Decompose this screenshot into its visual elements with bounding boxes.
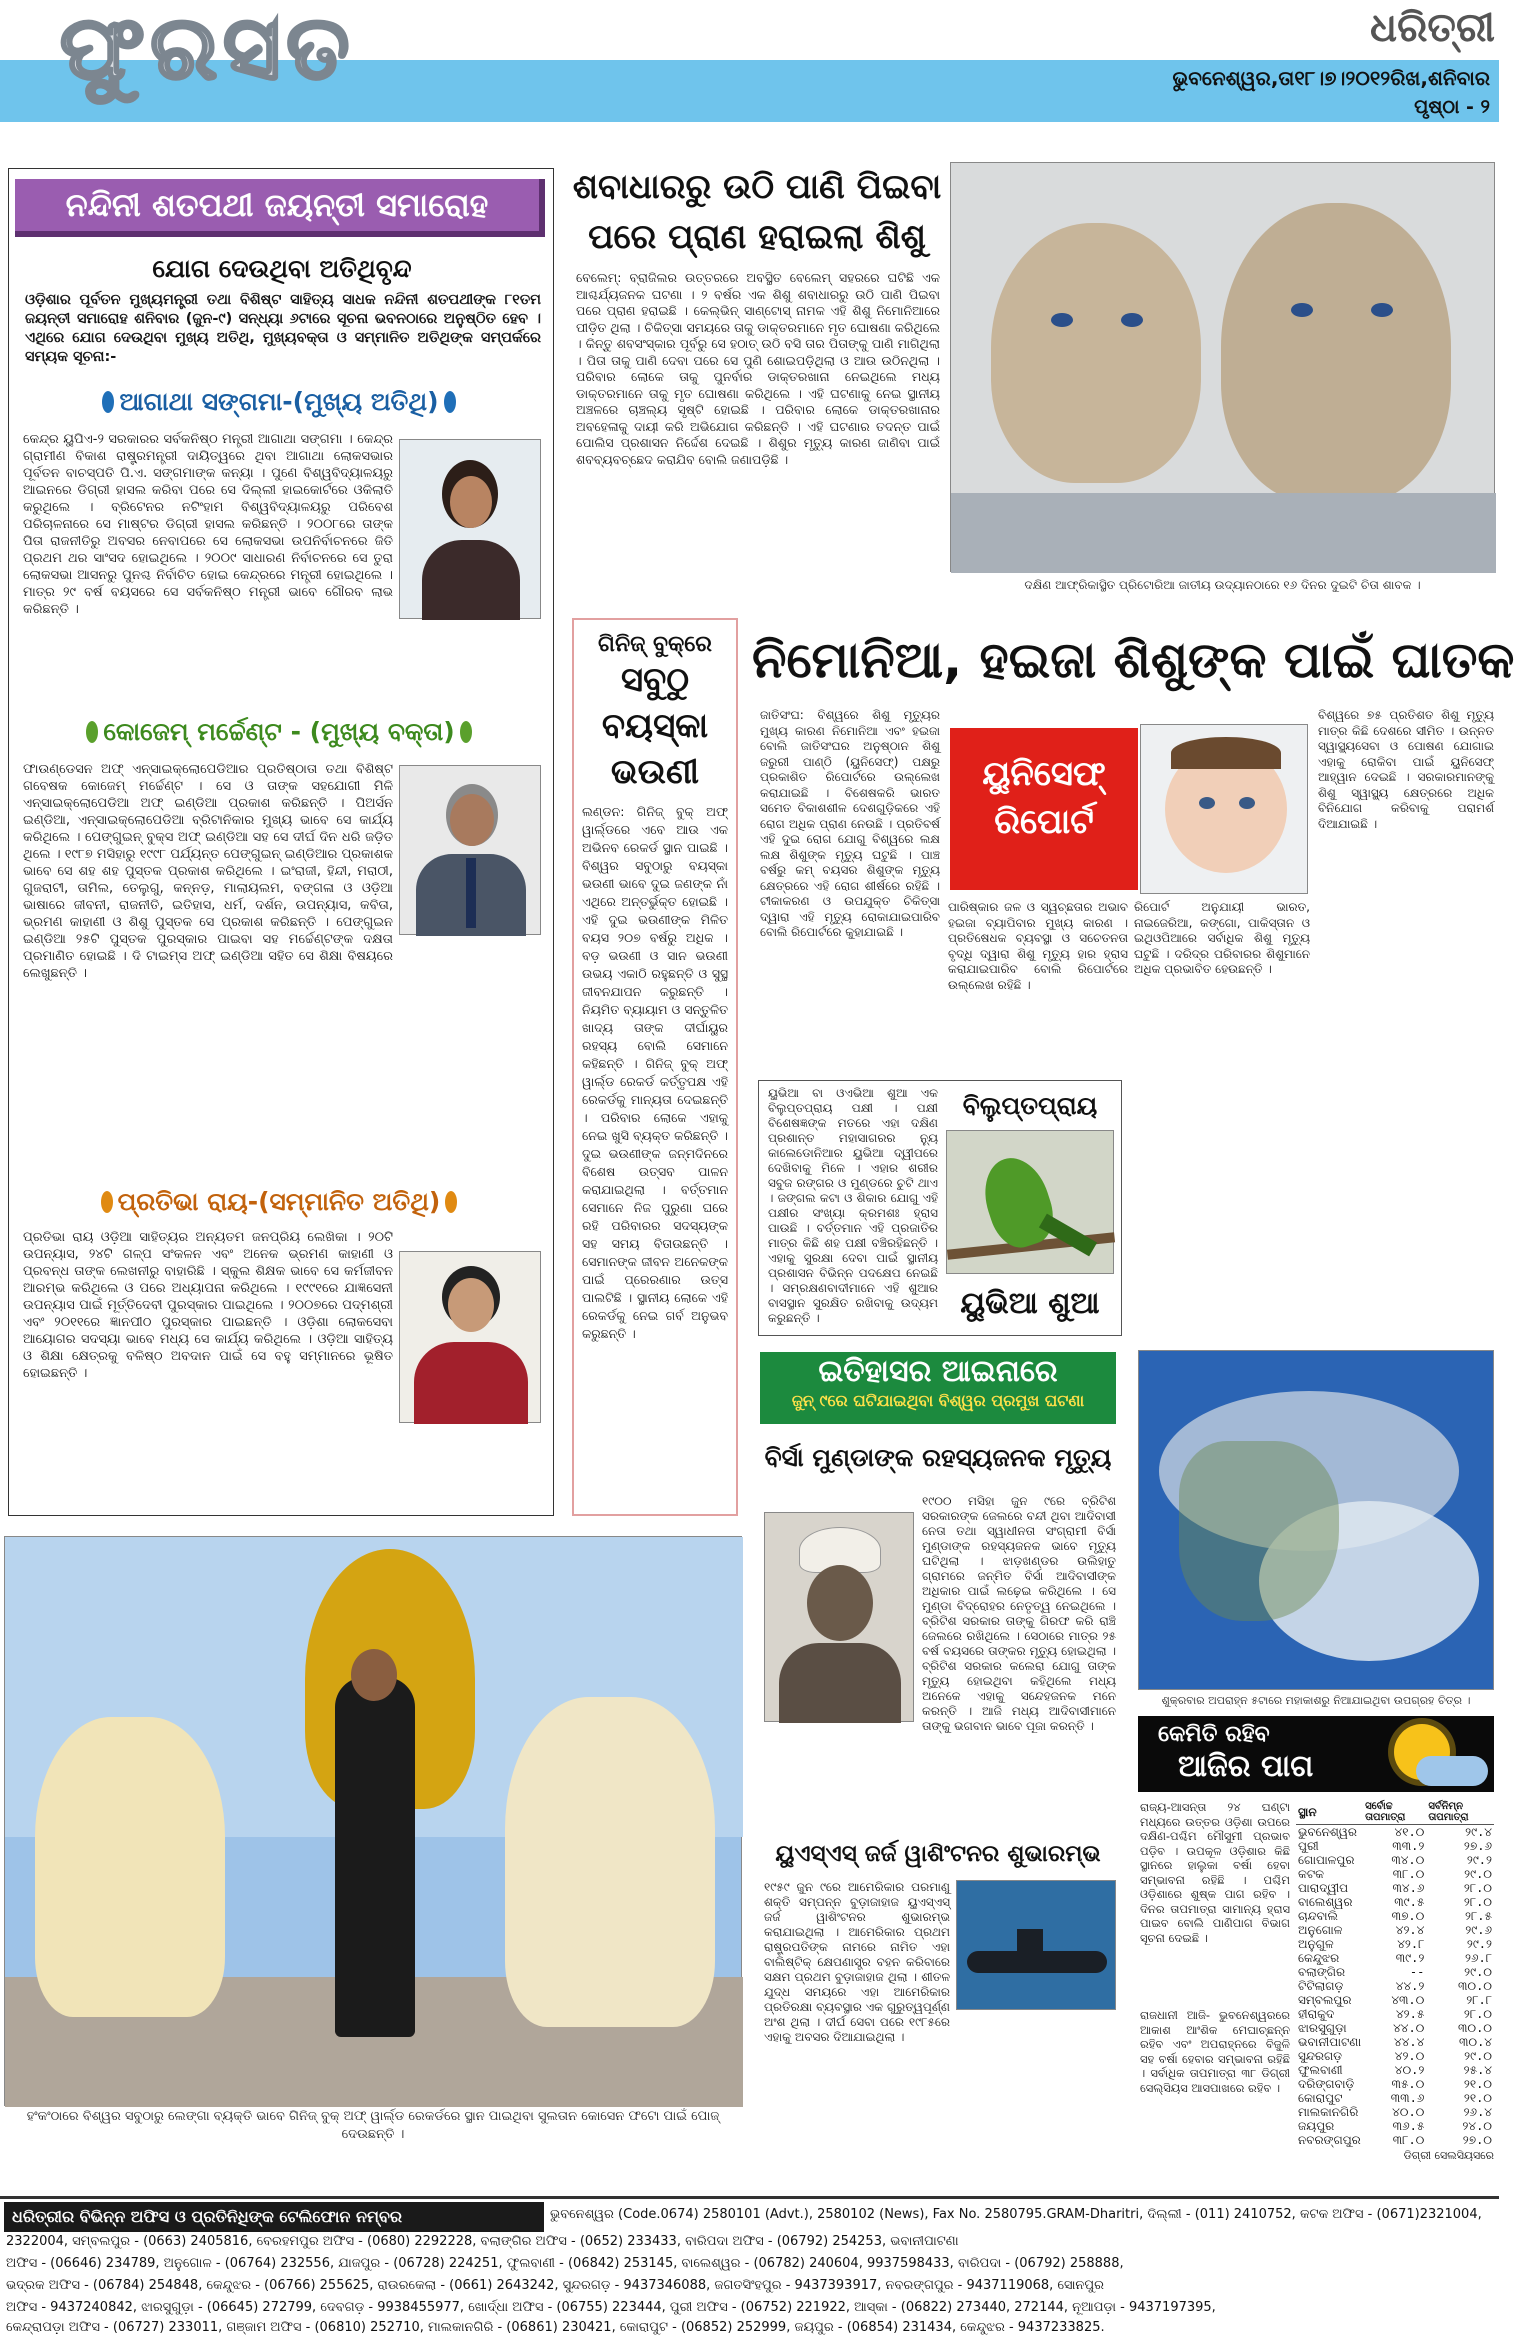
footer-rule — [0, 2196, 1499, 2199]
pneumonia-text-d: ବିଶ୍ୱରେ ୭୫ ପ୍ରତିଶତ ଶିଶୁ ମୃତ୍ୟୁ ମାତ୍ର କିଛି ଦେଶରେ ସୀମିତ । ଉନ୍ନତ ସ୍ୱାସ୍ଥ୍ୟସେବା ଓ ପୋଷଣ ଯୋଗାଇ ଏହାକୁ ରୋକିବା ପାଇଁ ୟୁନିସେଫ୍ ଆହ୍ୱାନ ଦେଇଛି । ସରକାରମାନଙ୍କୁ ଶିଶୁ ସ୍ୱାସ୍ଥ୍ୟ କ୍ଷେତ୍ରରେ ଅଧିକ ବିନିଯୋଗ କରିବାକୁ ପରାମର୍ଶ ଦିଆଯାଇଛି । — [1318, 708, 1494, 831]
temp-min: ୨୬.୪ — [1463, 2105, 1492, 2119]
masthead — [0, 0, 1499, 135]
cloud-icon — [1416, 1756, 1488, 1786]
temperature-row — [1296, 2035, 1494, 2049]
guest1-heading — [69, 387, 489, 421]
temperature-row — [1296, 1881, 1494, 1895]
guest2-text-cont — [23, 881, 541, 1149]
temperature-row — [1296, 1993, 1494, 2007]
footer-line4: ଭଦ୍ରକ ଅଫିସ - (06784) 254848, କେନ୍ଦୁଝର - (06766) 255625, ରାଉରକେଲା - (0661) 2643242, ସୁନ୍ଦରଗଡ଼ - 9437346088, ଜଗତସିଂହପୁର - 9437393917, ନବରଙ୍ଗପୁର - 9437119068, ସୋନପୁର — [6, 2278, 1104, 2293]
parrot-photo — [946, 1130, 1114, 1274]
itihasa-banner — [760, 1352, 1116, 1424]
guest2-text: ଫାଉଣ୍ଡେସନ ଅଫ୍ ଏନ୍ସାଇକ୍ଲୋପେଡିଆର ପ୍ରତିଷ୍ଠାତା ତଥା ବିଶିଷ୍ଟ ଗବେଷକ କୋଜେମ୍ ମର୍ଚ୍ଚେଣ୍ଟ । ସେ ଓ ତାଙ୍କ ସହଯୋଗୀ ମିଳି ଏନ୍ସାଇକ୍ଲୋପେଡିଆ ଅଫ୍ ଇଣ୍ଡିଆ ପ୍ରକାଶ କରିଛନ୍ତି । ପିଅର୍ସନ ଇଣ୍ଡିଆ, ଏନ୍ସାଇକ୍ଲୋପେଡିଆ ବ୍ରିଟାନିକାର ମୁଖ୍ୟ ଭାବେ ସେ କାର୍ଯ୍ୟ କରିଥିଲେ । ପେଙ୍ଗୁଇନ୍ ବୁକ୍ସ ଅଫ୍ ଇଣ୍ଡିଆ ସହ ସେ ଦୀର୍ଘ ଦିନ ଧରି ଜଡ଼ିତ ଥିଲେ । ୧୯୮୭ ମସିହାରୁ ୧୯୯୮ ପର୍ଯ୍ୟନ୍ତ ପେଙ୍ଗୁଇନ୍ ଇଣ୍ଡିଆର ପ୍ରକାଶକ ଭାବେ ସେ ଶହ ଶହ ପୁସ୍ତକ ପ୍ରକାଶ କରିଥିଲେ । ଇଂରାଜୀ, ହିନ୍ଦୀ, ମରାଠୀ, ଗୁଜରାଟୀ, ତାମିଲ, ତେଲୁଗୁ, କନ୍ନଡ଼, ମାଲାୟଲମ, ବଙ୍ଗଳା ଓ ଓଡ଼ିଆ ଭାଷାରେ ଜୀବନୀ, ରାଜନୀତି, ଇତିହାସ, ଧର୍ମ, ଦର୍ଶନ, ଉପନ୍ୟାସ, କବିତା, ଭ୍ରମଣ କାହାଣୀ ଓ ଶିଶୁ ପୁସ୍ତକ ସେ ପ୍ରକାଶ କରିଛନ୍ତି । ପେଙ୍ଗୁଇନ ଇଣ୍ଡିଆ ୨୫ଟି ପୁସ୍ତକ ପୁରସ୍କାର ପାଇବା ସହ ମର୍ଚ୍ଚେଣ୍ଟଙ୍କ ଦକ୍ଷତା ପ୍ରମାଣିତ ହୋଇଛି । ଦି ଟାଇମ୍ସ ଅଫ୍ ଇଣ୍ଡିଆ ସହିତ ସେ ଶିକ୍ଷା ବିଷୟରେ ଲେଖୁଛନ୍ତି । — [23, 762, 393, 981]
temperature-table — [1296, 1800, 1494, 2147]
temp-max: ୩୬.୫ — [1392, 2119, 1425, 2133]
temperature-row — [1296, 1951, 1494, 1965]
cheetah-caption: ଦକ୍ଷିଣ ଆଫ୍ରିକାସ୍ଥିତ ପ୍ରିଟୋରିଆ ଜାତୀୟ ଉଦ୍ୟାନଠାରେ ୧୬ ଦିନର ଦୁଇଟି ଚିତା ଶାବକ । — [1024, 578, 1421, 592]
bullet-icon — [102, 391, 114, 413]
portrait-face — [448, 1278, 494, 1332]
temp-max: ୪୦.୦ — [1392, 2105, 1425, 2119]
temp-max: ୪୨.୦ — [1394, 2049, 1425, 2063]
parrot-headline: ବିଲୁପ୍ତପ୍ରାୟ — [962, 1091, 1098, 1120]
submarine-photo — [956, 1880, 1116, 2010]
unicef-badge-line1: ୟୁନିସେଫ୍ — [982, 754, 1106, 794]
birsa-text: ୧୯୦୦ ମସିହା ଜୁନ ୯ରେ ବ୍ରିଟିଶ ସରକାରଙ୍କ ଜେଲରେ ବନ୍ଦୀ ଥିବା ଆଦିବାସୀ ନେତା ତଥା ସ୍ୱାଧୀନତା ସଂଗ୍ରାମୀ ବିର୍ସା ମୁଣ୍ଡାଙ୍କ ରହସ୍ୟଜନକ ଭାବେ ମୃତ୍ୟୁ ଘଟିଥିଲା । ଝାଡ଼ଖଣ୍ଡର ଉଲିହାତୁ ଗ୍ରାମରେ ଜନ୍ମିତ ବିର୍ସା ଆଦିବାସୀଙ୍କ ଅଧିକାର ପାଇଁ ଲଢ଼େଇ କରିଥିଲେ । ସେ ମୁଣ୍ଡା ବିଦ୍ରୋହର ନେତୃତ୍ୱ ନେଇଥିଲେ । ବ୍ରିଟିଶ ସରକାର ତାଙ୍କୁ ଗିରଫ କରି ରାଞ୍ଚି ଜେଲରେ ରଖିଥିଲେ । ସେଠାରେ ମାତ୍ର ୨୫ ବର୍ଷ ବୟସରେ ତାଙ୍କର ମୃତ୍ୟୁ ହୋଇଥିଲା । ବ୍ରିଟିଶ ସରକାର କଲେରା ଯୋଗୁ ତାଙ୍କ ମୃତ୍ୟୁ ହୋଇଥିବା କହିଥିଲେ ମଧ୍ୟ ଅନେକେ ଏହାକୁ ସନ୍ଦେହଜନକ ମନେ କରନ୍ତି । ଆଜି ମଧ୍ୟ ଆଦିବାସୀମାନେ ତାଙ୍କୁ ଭଗବାନ ଭାବେ ପୂଜା କରନ୍ତି । — [922, 1494, 1116, 1733]
temp-max: ୪୨.୫ — [1395, 2007, 1425, 2021]
uss-text-2 — [956, 2016, 1116, 2140]
satellite-photo — [1138, 1350, 1494, 1690]
th-place: ସ୍ଥାନ — [1296, 1800, 1363, 1825]
shaba-headline: ଶବାଧାରରୁ ଉଠି ପାଣି ପିଇବା ପରେ ପ୍ରାଣ ହରାଇଲା ଶିଶୁ — [572, 167, 942, 257]
lion-caption: ହଂକଂଠାରେ ବିଶ୍ୱର ସବୁଠାରୁ ଲେଙ୍ଗା ବ୍ୟକ୍ତି ଭାବେ ଗିନିଜ୍ ବୁକ୍ ଅଫ୍ ୱାର୍ଲ୍ଡ ରେକର୍ଡରେ ସ୍ଥାନ ପାଇଥିବା ସୁଲତାନ କୋସେନ ଫଟୋ ପାଇଁ ପୋଜ୍ ଦେଉଛନ୍ତି । — [26, 2109, 720, 2142]
bullet-icon — [86, 721, 98, 743]
nandini-banner — [15, 179, 545, 237]
baby-photo — [1140, 724, 1308, 894]
temp-min: ୨୯.୦ — [1464, 2049, 1492, 2063]
temperature-table-wrap — [1296, 1800, 1494, 2176]
temp-place: ବାଲେଶ୍ୱର — [1298, 1895, 1353, 1909]
temperature-row — [1296, 2119, 1494, 2133]
weather-title-2: ଆଜିର ପାଗ — [1178, 1749, 1314, 1784]
weather-text: ରାଜ୍ୟ-ଆସନ୍ତା ୨୪ ଘଣ୍ଟା ମଧ୍ୟରେ ଉତ୍ତର ଓଡ଼ିଶା ଉପରେ ଦକ୍ଷିଣ-ପଶ୍ଚିମ ମୌସୁମୀ ପ୍ରଭାବ ପଡ଼ିବ । ଉପକୂଳ ଓଡ଼ିଶାର କିଛି ସ୍ଥାନରେ ହାଲୁକା ବର୍ଷା ହେବା ସମ୍ଭାବନା ରହିଛି । ପଶ୍ଚିମ ଓଡ଼ିଶାରେ ଶୁଷ୍କ ପାଗ ରହିବ । ଦିନର ତାପମାତ୍ରା ସାମାନ୍ୟ ହ୍ରାସ ପାଇବ ବୋଲି ପାଣିପାଗ ବିଭାଗ ସୂଚନା ଦେଇଛି । — [1140, 1800, 1290, 1945]
temp-min: ୩୦.୦ — [1457, 1979, 1492, 1993]
guest1-heading-text: ଆଗାଥା ସଙ୍ଗମା-(ମୁଖ୍ୟ ଅତିଥି) — [119, 387, 439, 416]
parrot-text: ୟୁଭିଆ ବା ଓଏଭିଆ ଶୁଆ ଏକ ବିଲୁପ୍ତପ୍ରାୟ ପକ୍ଷୀ । ପକ୍ଷୀ ବିଶେଷଜ୍ଞଙ୍କ ମତରେ ଏହା ଦକ୍ଷିଣ ପ୍ରଶାନ୍ତ ମହାସାଗରର ନ୍ୟୁ କାଲେଡୋନିଆର ୟୁଭିଆ ଦ୍ୱୀପରେ ଦେଖିବାକୁ ମିଳେ । ଏହାର ଶରୀର ସବୁଜ ରଙ୍ଗର ଓ ମୁଣ୍ଡରେ ଚୁଟି ଥାଏ । ଜଙ୍ଗଲ କଟା ଓ ଶିକାର ଯୋଗୁ ଏହି ପକ୍ଷୀର ସଂଖ୍ୟା କ୍ରମଶଃ ହ୍ରାସ ପାଉଛି । ବର୍ତ୍ତମାନ ଏହି ପ୍ରଜାତିର ମାତ୍ର କିଛି ଶହ ପକ୍ଷୀ ବଞ୍ଚିରହିଛନ୍ତି । ଏହାକୁ ସୁରକ୍ଷା ଦେବା ପାଇଁ ସ୍ଥାନୀୟ ପ୍ରଶାସନ ବିଭିନ୍ନ ପଦକ୍ଷେପ ନେଇଛି । ସମ୍ରକ୍ଷଣବାଦୀମାନେ ଏହି ଶୁଆର ବାସସ୍ଥାନ ସୁରକ୍ଷିତ ରଖିବାକୁ ଉଦ୍ୟମ କରୁଛନ୍ତି । — [768, 1086, 938, 1325]
temp-min: ୨୯.୨ — [1466, 1937, 1492, 1951]
footer-label — [4, 2202, 544, 2232]
temp-min: ୨୮.୮ — [1466, 1993, 1492, 2007]
uss-text: ୧୯୫୯ ଜୁନ ୯ରେ ଆମେରିକାର ପରମାଣୁ ଶକ୍ତି ସମ୍ପନ୍ନ ବୁଡ଼ାଜାହାଜ ୟୁଏସ୍ଏସ୍ ଜର୍ଜ ୱାଶିଂଟନର ଶୁଭାରମ୍ଭ କରାଯାଇଥିଲା । ଆମେରିକାର ପ୍ରଥମ ରାଷ୍ଟ୍ରପତିଙ୍କ ନାମରେ ନାମିତ ଏହା ବାଲିଷ୍ଟିକ୍ କ୍ଷେପଣାସ୍ତ୍ର ବହନ କରିବାରେ ସକ୍ଷମ ପ୍ରଥମ ବୁଡ଼ାଜାହାଜ ଥିଲା । ଶୀତଳ ଯୁଦ୍ଧ ସମୟରେ ଏହା ଆମେରିକାର ପ୍ରତିରକ୍ଷା ବ୍ୟବସ୍ଥାର ଏକ ଗୁରୁତ୍ୱପୂର୍ଣ୍ଣ ଅଂଶ ଥିଲା । ଦୀର୍ଘ ସେବା ପରେ ୧୯୮୫ରେ ଏହାକୁ ଅବସର ଦିଆଯାଇଥିଲା । — [764, 1880, 950, 2044]
temperature-row — [1296, 1825, 1494, 1840]
temp-max: ୩୩.୨ — [1392, 1839, 1425, 1853]
temperature-row — [1296, 1909, 1494, 1923]
temp-place: ଜୟପୁର — [1298, 2119, 1335, 2133]
weather-text-2: ରାଜଧାନୀ ଆଜି- ଭୁବନେଶ୍ୱରରେ ଆକାଶ ଆଂଶିକ ମେଘାଚ୍ଛନ୍ନ ରହିବ ଏବଂ ଅପରାହ୍ନରେ ବିଜୁଳି ସହ ବର୍ଷା ହେବାର ସମ୍ଭାବନା ରହିଛି । ସର୍ବାଧିକ ତାପମାତ୍ରା ୩୮ ଡିଗ୍ରୀ ସେଲ୍ସିୟସ ଆସପାଖରେ ରହିବ । — [1140, 2008, 1290, 2095]
temp-place: ମାଲକାନଗିରି — [1298, 2105, 1359, 2119]
temp-place: ଦରିଙ୍ଗବାଡ଼ି — [1298, 2077, 1355, 2091]
temp-min: ୨୯.୬ — [1465, 1923, 1492, 1937]
footer-line1: ଭୁବନେଶ୍ୱର (Code.0674) 2580101 (Advt.), 2580102 (News), Fax No. 2580795.GRAM-Dharitri, ଦିଲ୍ଲୀ - (011) 2410752, କଟକ ଅଫିସ - (0671)2321004, — [550, 2207, 1482, 2222]
temp-min: ୨୧.୦ — [1463, 2091, 1492, 2105]
temperature-rows — [1296, 1825, 1494, 2148]
temp-max: ୪୦.୨ — [1394, 2063, 1425, 2077]
temp-min: ୨୮.୫ — [1465, 1909, 1492, 1923]
weather-banner — [1138, 1716, 1494, 1792]
guest1-text: କେନ୍ଦ୍ର ୟୁପିଏ-୨ ସରକାରର ସର୍ବକନିଷ୍ଠ ମନ୍ତ୍ରୀ ଆଗାଥା ସଙ୍ଗମା । କେନ୍ଦ୍ର ଗ୍ରାମୀଣ ବିକାଶ ରାଷ୍ଟ୍ରମନ୍ତ୍ରୀ ଦାୟିତ୍ୱରେ ଥିବା ଆଗାଥା ଲୋକସଭାର ପୂର୍ବତନ ବାଚସ୍ପତି ପି.ଏ. ସଙ୍ଗମାଙ୍କ କନ୍ୟା । ପୁଣେ ବିଶ୍ୱବିଦ୍ୟାଳୟରୁ ଆଇନରେ ଡିଗ୍ରୀ ହାସଲ କରିବା ପରେ ସେ ଦିଲ୍ଲୀ ହାଇକୋର୍ଟରେ ଓକିଲାତି କରୁଥିଲେ । ବ୍ରିଟେନର ନଟିଂହାମ ବିଶ୍ୱବିଦ୍ୟାଳୟରୁ ପରିବେଶ ପରିଚାଳନାରେ ସେ ମାଷ୍ଟର ଡିଗ୍ରୀ ହାସଲ କରିଛନ୍ତି । ୨୦୦୮ରେ ତାଙ୍କ ପିତା ରାଜନୀତିରୁ ଅବସର ନେବାପରେ ସେ ଲୋକସଭା ଉପନିର୍ବାଚନରେ ଜିତି ପ୍ରଥମ ଥର ସାଂସଦ ହୋଇଥିଲେ । ୨୦୦୯ ସାଧାରଣ ନିର୍ବାଚନରେ ସେ ତୁରା ଲୋକସଭା ଆସନରୁ ପୁନଶ୍ଚ ନିର୍ବାଚିତ ହୋଇ କେନ୍ଦ୍ରରେ ମନ୍ତ୍ରୀ ହୋଇଥିଲେ । ମାତ୍ର ୨୯ ବର୍ଷ ବୟସରେ ସେ ସର୍ବକନିଷ୍ଠ ମନ୍ତ୍ରୀ ଭାବେ ଗୌରବ ଲାଭ କରିଛନ୍ତି । — [23, 432, 393, 617]
nandini-subhead: ଯୋଗ ଦେଉଥିବା ଅତିଥିବୃନ୍ଦ — [152, 254, 412, 283]
temp-place: ସୁନ୍ଦରଗଡ଼ — [1298, 2049, 1343, 2063]
temp-min: ୨୮.୦ — [1463, 1895, 1492, 1909]
blanket — [951, 493, 1496, 573]
weather-title-1: କେମିତି ରହିବ — [1158, 1722, 1270, 1747]
temp-place: ଝାରସୁଗୁଡ଼ା — [1298, 2021, 1347, 2035]
uss-headline: ୟୁଏସ୍ଏସ୍ ଜର୍ଜ ୱାଶିଂଟନର ଶୁଭାରମ୍ଭ — [775, 1841, 1101, 1867]
nandini-box — [8, 168, 554, 1516]
temperature-row — [1296, 2133, 1494, 2147]
temp-place: ହୀରାକୁଦ — [1298, 2007, 1335, 2021]
nandini-intro: ଓଡ଼ିଶାର ପୂର୍ବତନ ମୁଖ୍ୟମନ୍ତ୍ରୀ ତଥା ବିଶିଷ୍ଟ ସାହିତ୍ୟ ସାଧକ ନନ୍ଦିନୀ ଶତପଥୀଙ୍କ ୮୧ତମ ଜୟନ୍ତୀ ସମାରୋହ ଶନିବାର (ଜୁନ-୯) ସନ୍ଧ୍ୟା ୬ଟାରେ ସୂଚନା ଭବନଠାରେ ଅନୁଷ୍ଠିତ ହେବ । ଏଥିରେ ଯୋଗ ଦେଉଥିବା ମୁଖ୍ୟ ଅତିଥି, ମୁଖ୍ୟବକ୍ତା ଓ ସମ୍ମାନିତ ଅତିଥିଙ୍କ ସମ୍ପର୍କରେ ସମ୍ୟକ ସୂଚନା:- — [25, 292, 541, 365]
temp-max: ୪୪.୨ — [1395, 1979, 1425, 1993]
temp-place: ଭବାନୀପାଟଣା — [1298, 2035, 1362, 2049]
pneumonia-text-c: ରିପୋର୍ଟ ଅନୁଯାୟୀ ଭାରତ, ନାଇଜେରିଆ, କଙ୍ଗୋ, ପାକିସ୍ତାନ ଓ ଇଥିଓପିଆରେ ସର୍ବାଧିକ ଶିଶୁ ମୃତ୍ୟୁ ଘଟୁଛି । ଦରିଦ୍ର ପରିବାରର ଶିଶୁମାନେ ଅଧିକ ପ୍ରଭାବିତ ହେଉଛନ୍ତି । — [1134, 900, 1310, 976]
portrait-face — [450, 476, 492, 528]
tall-man — [335, 1677, 415, 2037]
temp-min: ୨୯.୦ — [1464, 1867, 1492, 1881]
temp-min: ୨୭.୦ — [1462, 2133, 1492, 2147]
temp-min: ୩୦.୪ — [1458, 2035, 1492, 2049]
footer-line6: କେନ୍ଦ୍ରାପଡ଼ା ଅଫିସ - (06727) 233011, ଗଞ୍ଜାମ ଅଫିସ - (06810) 252710, ମାଲକାନଗିରି - (06861) 230421, କୋରାପୁଟ - (06852) 252999, ଜୟପୁର - (06854) 231434, କେନ୍ଦୁଝର - 9437233825. — [6, 2320, 1105, 2335]
temp-place: ଟିଟିଲାଗଡ଼ — [1298, 1979, 1344, 1993]
portrait-body — [414, 1342, 528, 1424]
satellite-caption: ଶୁକ୍ରବାର ଅପରାହ୍ନ ୫ଟାରେ ମହାକାଶରୁ ନିଆଯାଇଥିବା ଉପଗ୍ରହ ଚିତ୍ର । — [1161, 1694, 1471, 1707]
itihasa-title: ଇତିହାସର ଆଇନାରେ — [818, 1354, 1058, 1389]
cub-eye — [1371, 303, 1393, 317]
guest3-heading — [59, 1187, 499, 1221]
temp-max: ୪୨.୪ — [1395, 1923, 1425, 1937]
temp-place: ଅନୁଗୁଳ — [1298, 1937, 1334, 1951]
temperature-row — [1296, 1979, 1494, 1993]
birsa-photo — [764, 1512, 914, 1722]
temp-max: ୪୪.୦ — [1393, 2021, 1425, 2035]
agatha-photo — [399, 439, 541, 619]
shaba-text: ବେଲେମ୍: ବ୍ରାଜିଲର ଉତ୍ତରରେ ଅବସ୍ଥିତ ବେଲେମ୍ ସହରରେ ଘଟିଛି ଏକ ଆଶ୍ଚର୍ଯ୍ୟଜନକ ଘଟଣା । ୨ ବର୍ଷର ଏକ ଶିଶୁ ଶବାଧାରରୁ ଉଠି ପାଣି ପିଇବା ପରେ ପ୍ରାଣ ହରାଇଛି । କେଲ୍ଭିନ୍ ସାଣ୍ଟୋସ୍ ନାମକ ଏହି ଶିଶୁ ନିମୋନିଆରେ ପୀଡ଼ିତ ଥିଲା । ଚିକିତ୍ସା ସମୟରେ ତାକୁ ଡାକ୍ତରମାନେ ମୃତ ଘୋଷଣା କରିଥିଲେ । କିନ୍ତୁ ଶବସଂସ୍କାର ପୂର୍ବରୁ ସେ ହଠାତ୍ ଉଠି ବସି ତାର ପିତାଙ୍କୁ ପାଣି ମାଗିଥିଲା । ପିତା ତାକୁ ପାଣି ଦେବା ପରେ ସେ ପୁଣି ଶୋଇପଡ଼ିଥିଲା ଓ ଆଉ ଉଠିନଥିଲା । ପରିବାର ଲୋକେ ତାକୁ ପୁନର୍ବାର ଡାକ୍ତରଖାନା ନେଇଥିଲେ ମଧ୍ୟ ଡାକ୍ତରମାନେ ତାକୁ ମୃତ ଘୋଷଣା କରିଥିଲେ । ଏହି ଘଟଣାକୁ ନେଇ ସ୍ଥାନୀୟ ଅଞ୍ଚଳରେ ଚାଞ୍ଚଲ୍ୟ ସୃଷ୍ଟି ହୋଇଛି । ପରିବାର ଲୋକେ ଡାକ୍ତରଖାନାର ଅବହେଳାକୁ ଦାୟୀ କରି ଅଭିଯୋଗ କରିଛନ୍ତି । ଏହି ଘଟଣାର ତଦନ୍ତ ପାଇଁ ପୋଲିସ ପ୍ରଶାସନ ନିର୍ଦ୍ଦେଶ ଦେଇଛି । ଶିଶୁର ମୃତ୍ୟୁ କାରଣ ଜାଣିବା ପାଇଁ ଶବବ୍ୟବଚ୍ଛେଦ କରାଯିବ ବୋଲି ଜଣାପଡ଼ିଛି । — [576, 270, 940, 467]
temp-max: ୩୪.୦ — [1391, 1853, 1425, 1867]
temp-min: ୨୯.୦ — [1464, 1965, 1492, 1979]
bullet-icon — [445, 1191, 457, 1213]
temp-place: ଗୋପାଳପୁର — [1298, 1853, 1355, 1867]
temp-max: ୩୪.୬ — [1392, 1881, 1425, 1895]
temp-min: ୨୧.୦ — [1463, 2077, 1492, 2091]
temp-max: ୩୯.୨ — [1395, 1951, 1425, 1965]
guest3-text: ପ୍ରତିଭା ରାୟ ଓଡ଼ିଆ ସାହିତ୍ୟର ଅନ୍ୟତମ ଜନପ୍ରିୟ ଲେଖିକା । ୨୦ଟି ଉପନ୍ୟାସ, ୨୪ଟି ଗଳ୍ପ ସଂକଳନ ଏବଂ ଅନେକ ଭ୍ରମଣ କାହାଣୀ ଓ ପ୍ରବନ୍ଧ ତାଙ୍କ ଲେଖନୀରୁ ବାହାରିଛି । ସ୍କୁଲ ଶିକ୍ଷକ ଭାବେ ସେ କର୍ମଜୀବନ ଆରମ୍ଭ କରିଥିଲେ ଓ ପରେ ଅଧ୍ୟାପନା କରିଥିଲେ । ୧୯୯୧ରେ ଯାଜ୍ଞସେନୀ ଉପନ୍ୟାସ ପାଇଁ ମୂର୍ତ୍ତିଦେବୀ ପୁରସ୍କାର ପାଇଥିଲେ । ୨୦୦୭ରେ ପଦ୍ମଶ୍ରୀ ଏବଂ ୨୦୧୧ରେ ଜ୍ଞାନପୀଠ ପୁରସ୍କାର ପାଇଛନ୍ତି । ଓଡ଼ିଶା ଲୋକସେବା ଆୟୋଗର ସଦସ୍ୟା ଭାବେ ମଧ୍ୟ ସେ କାର୍ଯ୍ୟ କରିଥିଲେ । ଓଡ଼ିଆ ସାହିତ୍ୟ ଓ ଶିକ୍ଷା କ୍ଷେତ୍ରକୁ ବଳିଷ୍ଠ ଅବଦାନ ପାଇଁ ସେ ବହୁ ସମ୍ମାନରେ ଭୂଷିତ ହୋଇଛନ୍ତି । — [23, 1230, 393, 1381]
cub-eye — [1051, 313, 1073, 327]
nandini-banner-text: ନନ୍ଦିନୀ ଶତପଥୀ ଜୟନ୍ତୀ ସମାରୋହ — [65, 186, 489, 224]
dateline: ଭୁବନେଶ୍ୱର,ତା୧୮।୭।୨୦୧୨ରିଖ,ଶନିବାର — [1172, 66, 1490, 90]
temp-max: ୪୩.୦ — [1391, 1993, 1425, 2007]
cub-eye — [1121, 313, 1143, 327]
temperature-row — [1296, 1853, 1494, 1867]
submarine-tower — [1017, 1929, 1043, 1955]
guest3-heading-text: ପ୍ରତିଭା ରାୟ-(ସମ୍ମାନିତ ଅତିଥି) — [117, 1187, 441, 1216]
cheetah-cubs-photo — [950, 162, 1495, 572]
temp-max: ୩୭.୦ — [1391, 1909, 1425, 1923]
temp-max: ୩୯.୫ — [1394, 1895, 1425, 1909]
temp-place: ସମ୍ବଲପୁର — [1298, 1993, 1352, 2007]
footer-line5: ଅଫିସ - 9437240842, ଝାରସୁଗୁଡ଼ା - (06645) 272799, ଦେବଗଡ଼ - 9938455977, ଖୋର୍ଦ୍ଧା ଅଫିସ - (06755) 223444, ପୁରୀ ଅଫିସ - (06752) 221922, ଆସ୍କା - (06822) 273440, 272144, ନୂଆପଡ଼ା - 9437197395, — [6, 2300, 1216, 2315]
temp-place: କଟକ — [1298, 1867, 1325, 1881]
temperature-row — [1296, 2091, 1494, 2105]
lion-costume-left — [35, 1717, 225, 2017]
parrot-text-2 — [1130, 1086, 1492, 1330]
section-title: ଫୁରସତ — [60, 0, 356, 99]
parrot-subhead: ୟୁଭିଆ ଶୁଆ — [960, 1286, 1100, 1321]
baby-eye — [1199, 797, 1215, 809]
land-mass — [1179, 1441, 1339, 1621]
itihasa-sub: ଜୁନ୍ ୯ରେ ଘଟିଯାଇଥିବା ବିଶ୍ୱର ପ୍ରମୁଖ ଘଟଣା — [791, 1391, 1085, 1410]
temp-max: ୪୪.୪ — [1394, 2035, 1425, 2049]
baby-eye — [1239, 797, 1255, 809]
pneumonia-text-b: ପାରିଷ୍କାର ଜଳ ଓ ସ୍ୱଚ୍ଛତାର ଅଭାବ ହଇଜା ବ୍ୟାପିବାର ମୁଖ୍ୟ କାରଣ । ପ୍ରତିଷେଧକ ବ୍ୟବସ୍ଥା ଓ ସଚେତନତା ବୃଦ୍ଧି ଦ୍ୱାରା ଶିଶୁ ମୃତ୍ୟୁ ହାର ହ୍ରାସ କରାଯାଇପାରିବ ବୋଲି ରିପୋର୍ଟରେ ଉଲ୍ଲେଖ ରହିଛି । — [948, 900, 1128, 992]
guinness-text: ଲଣ୍ଡନ: ଗିନିଜ୍ ବୁକ୍ ଅଫ୍ ୱାର୍ଲ୍ଡରେ ଏବେ ଆଉ ଏକ ଅଭିନବ ରେକର୍ଡ ସ୍ଥାନ ପାଇଛି । ବିଶ୍ୱର ସବୁଠାରୁ ବୟସ୍କା ଭଉଣୀ ଭାବେ ଦୁଇ ଜଣଙ୍କ ନାଁ ଏଥିରେ ଅନ୍ତର୍ଭୁକ୍ତ ହୋଇଛି । ଏହି ଦୁଇ ଭଉଣୀଙ୍କ ମିଳିତ ବୟସ ୨୦୭ ବର୍ଷରୁ ଅଧିକ । ବଡ଼ ଭଉଣୀ ଓ ସାନ ଭଉଣୀ ଉଭୟ ଏକାଠି ରହୁଛନ୍ତି ଓ ସୁସ୍ଥ ଜୀବନଯାପନ କରୁଛନ୍ତି । ନିୟମିତ ବ୍ୟାୟାମ ଓ ସନ୍ତୁଳିତ ଖାଦ୍ୟ ତାଙ୍କ ଦୀର୍ଘାୟୁର ରହସ୍ୟ ବୋଲି ସେମାନେ କହିଛନ୍ତି । ଗିନିଜ୍ ବୁକ୍ ଅଫ୍ ୱାର୍ଲ୍ଡ ରେକର୍ଡ କର୍ତ୍ତୃପକ୍ଷ ଏହି ରେକର୍ଡକୁ ମାନ୍ୟତା ଦେଇଛନ୍ତି । ପରିବାର ଲୋକେ ଏହାକୁ ନେଇ ଖୁସି ବ୍ୟକ୍ତ କରିଛନ୍ତି । ଦୁଇ ଭଉଣୀଙ୍କ ଜନ୍ମଦିନରେ ବିଶେଷ ଉତ୍ସବ ପାଳନ କରାଯାଇଥିଲା । ବର୍ତ୍ତମାନ ସେମାନେ ନିଜ ପୁରୁଣା ଘରେ ରହି ପରିବାରର ସଦସ୍ୟଙ୍କ ସହ ସମୟ ବିତାଉଛନ୍ତି । ସେମାନଙ୍କ ଜୀବନ ଅନେକଙ୍କ ପାଇଁ ପ୍ରେରଣାର ଉତ୍ସ ପାଲଟିଛି । ସ୍ଥାନୀୟ ଲୋକେ ଏହି ରେକର୍ଡକୁ ନେଇ ଗର୍ବ ଅନୁଭବ କରୁଛନ୍ତି । — [582, 804, 728, 1341]
temp-max: ୪୨.୮ — [1397, 1937, 1425, 1951]
temp-place: ପାରାଦ୍ୱୀପ — [1298, 1881, 1349, 1895]
unicef-badge — [950, 728, 1138, 890]
temp-place: ଭୁବନେଶ୍ୱର — [1298, 1825, 1357, 1839]
temp-place: କେନ୍ଦୁଝର — [1298, 1951, 1340, 1965]
temp-min: ୨୯.୨ — [1466, 1853, 1492, 1867]
guinness-heading-2: ସବୁଠୁ — [620, 660, 690, 700]
temperature-row — [1296, 2049, 1494, 2063]
temperature-row — [1296, 1839, 1494, 1853]
th-max: ସର୍ବୋଚ୍ଚ ତାପମାତ୍ରା — [1363, 1800, 1426, 1825]
baby-hair — [1171, 737, 1281, 769]
guinness-box — [572, 618, 738, 1516]
lion-costume-right — [505, 1697, 715, 2027]
bullet-icon — [101, 1191, 113, 1213]
temperature-row — [1296, 2077, 1494, 2091]
pratibha-photo — [399, 1251, 541, 1423]
temp-place: ପୁରୀ — [1298, 1839, 1319, 1853]
portrait-body — [779, 1643, 901, 1723]
portrait-face — [807, 1565, 873, 1641]
guest2-heading — [59, 717, 499, 751]
footer-label-text: ଧରିତ୍ରୀର ବିଭିନ୍ନ ଅଫିସ ଓ ପ୍ରତିନିଧିଙ୍କ ଟେଲିଫୋନ ନମ୍ବର — [12, 2207, 403, 2226]
temperature-row — [1296, 1937, 1494, 1951]
temp-max: ୩୮.୦ — [1392, 2133, 1425, 2147]
cub-eye — [1291, 303, 1313, 317]
temp-min: ୩୦.୦ — [1457, 2021, 1492, 2035]
temp-min: ୨୬.୮ — [1464, 1951, 1492, 1965]
footer-line3: ଅଫିସ - (06646) 234789, ଅନୁଗୋଳ - (06764) 232556, ଯାଜପୁର - (06728) 224251, ଫୁଲବାଣୀ - (06842) 253145, ବାଲେଶ୍ୱର - (06782) 240604, 9937598433, ବାରିପଦା - (06792) 258888, — [6, 2256, 1124, 2271]
guinness-heading-1: ଗିନିଜ୍ ବୁକ୍‌ରେ — [598, 632, 712, 657]
temp-place: ଚାନ୍ଦବାଲି — [1298, 1909, 1338, 1923]
temp-place: କୋରାପୁଟ — [1298, 2091, 1343, 2105]
temp-place: ନବରଙ୍ଗପୁର — [1298, 2133, 1361, 2147]
guinness-heading-3: ବୟସ୍କା — [601, 706, 709, 746]
temp-min: ୨୫.୪ — [1463, 2063, 1492, 2077]
temp-max: -- — [1409, 1965, 1425, 1979]
temperature-row — [1296, 2063, 1494, 2077]
temp-place: ବଲାଙ୍ଗିର — [1298, 1965, 1346, 1979]
temp-min: ୨୭.୬ — [1463, 1839, 1492, 1853]
temp-max: ୩୮.୦ — [1392, 1867, 1425, 1881]
temp-max: ୩୫.୦ — [1391, 2077, 1425, 2091]
cub-right — [1221, 203, 1451, 503]
cub-left — [991, 223, 1201, 483]
temp-min: ୨୮.୦ — [1463, 1881, 1492, 1895]
birsa-headline: ବିର୍ସା ମୁଣ୍ଡାଙ୍କ ରହସ୍ୟଜନକ ମୃତ୍ୟୁ — [764, 1443, 1112, 1472]
portrait-face — [450, 794, 494, 846]
temp-min: ୨୮.୦ — [1463, 2007, 1492, 2021]
portrait-body — [422, 540, 520, 620]
pneumonia-text-a: ଜାତିସଂଘ: ବିଶ୍ୱରେ ଶିଶୁ ମୃତ୍ୟୁର ମୁଖ୍ୟ କାରଣ ନିମୋନିଆ ଏବଂ ହଇଜା ବୋଲି ଜାତିସଂଘର ଅନୁଷ୍ଠାନ ଶିଶୁ ଜରୁରୀ ପାଣ୍ଠି (ୟୁନିସେଫ୍) ପକ୍ଷରୁ ପ୍ରକାଶିତ ରିପୋର୍ଟରେ ଉଲ୍ଲେଖ କରାଯାଇଛି । ବିଶେଷକରି ଭାରତ ସମେତ ବିକାଶଶୀଳ ଦେଶଗୁଡ଼ିକରେ ଏହି ରୋଗ ଅଧିକ ପ୍ରାଣ ନେଉଛି । ପ୍ରତିବର୍ଷ ଏହି ଦୁଇ ରୋଗ ଯୋଗୁ ବିଶ୍ୱରେ ଲକ୍ଷ ଲକ୍ଷ ଶିଶୁଙ୍କ ମୃତ୍ୟୁ ଘଟୁଛି । ପାଞ୍ଚ ବର୍ଷରୁ କମ୍ ବୟସର ଶିଶୁଙ୍କ ମୃତ୍ୟୁ କ୍ଷେତ୍ରରେ ଏହି ରୋଗ ଶୀର୍ଷରେ ରହିଛି । ଟୀକାକରଣ ଓ ଉପଯୁକ୍ତ ଚିକିତ୍ସା ଦ୍ୱାରା ଏହି ମୃତ୍ୟୁ ରୋକାଯାଇପାରିବ ବୋଲି ରିପୋର୍ଟରେ କୁହାଯାଇଛି । — [760, 708, 940, 939]
guest2-heading-text: କୋଜେମ୍ ମର୍ଚ୍ଚେଣ୍ଟ - (ମୁଖ୍ୟ ବକ୍ତା) — [103, 717, 455, 746]
lion-dance-photo — [4, 1536, 742, 2106]
unicef-badge-line2: ରିପୋର୍ଟ — [994, 802, 1094, 842]
footer-line2: 2322004, ସମ୍ବଲପୁର - (0663) 2405816, ବେରହମପୁର ଅଫିସ - (0680) 2292228, ବଲାଙ୍ଗିର ଅଫିସ - (0652) 233433, ବାରିପଦା ଅଫିସ - (06792) 254253, ଭବାନୀପାଟଣା — [6, 2234, 959, 2249]
temperature-row — [1296, 1895, 1494, 1909]
guinness-heading-4: ଭଉଣୀ — [610, 752, 700, 792]
pneumonia-headline: ନିମୋନିଆ, ହଇଜା ଶିଶୁଙ୍କ ପାଇଁ ଘାତକ — [752, 631, 1514, 689]
temp-max: ୩୩.୬ — [1390, 2091, 1425, 2105]
temp-max: ୪୧.୦ — [1394, 1825, 1425, 1839]
temperature-row — [1296, 2007, 1494, 2021]
temperature-row — [1296, 2105, 1494, 2119]
paper-logo: ଧରିତ୍ରୀ — [1370, 4, 1495, 51]
bullet-icon — [444, 391, 456, 413]
page-number: ପୃଷ୍ଠା - ୨ — [1414, 96, 1490, 118]
temp-place: ଫୁଲବାଣୀ — [1298, 2063, 1343, 2077]
temperature-row — [1296, 1965, 1494, 1979]
temperature-row — [1296, 1867, 1494, 1881]
tall-man-head — [351, 1649, 397, 1701]
temperature-row — [1296, 1923, 1494, 1937]
temperature-row — [1296, 2021, 1494, 2035]
th-min: ସର୍ବନିମ୍ନ ତାପମାତ୍ରା — [1426, 1800, 1494, 1825]
temperature-footnote: ଡିଗ୍ରୀ ସେଲସିୟସରେ — [1403, 2149, 1494, 2162]
temperature-header-row — [1296, 1800, 1494, 1825]
bullet-icon — [460, 721, 472, 743]
temp-min: ୨୪.୦ — [1462, 2119, 1492, 2133]
temp-min: ୨୯.୪ — [1465, 1825, 1492, 1839]
temp-place: ଅନୁଗୋଳ — [1298, 1923, 1343, 1937]
